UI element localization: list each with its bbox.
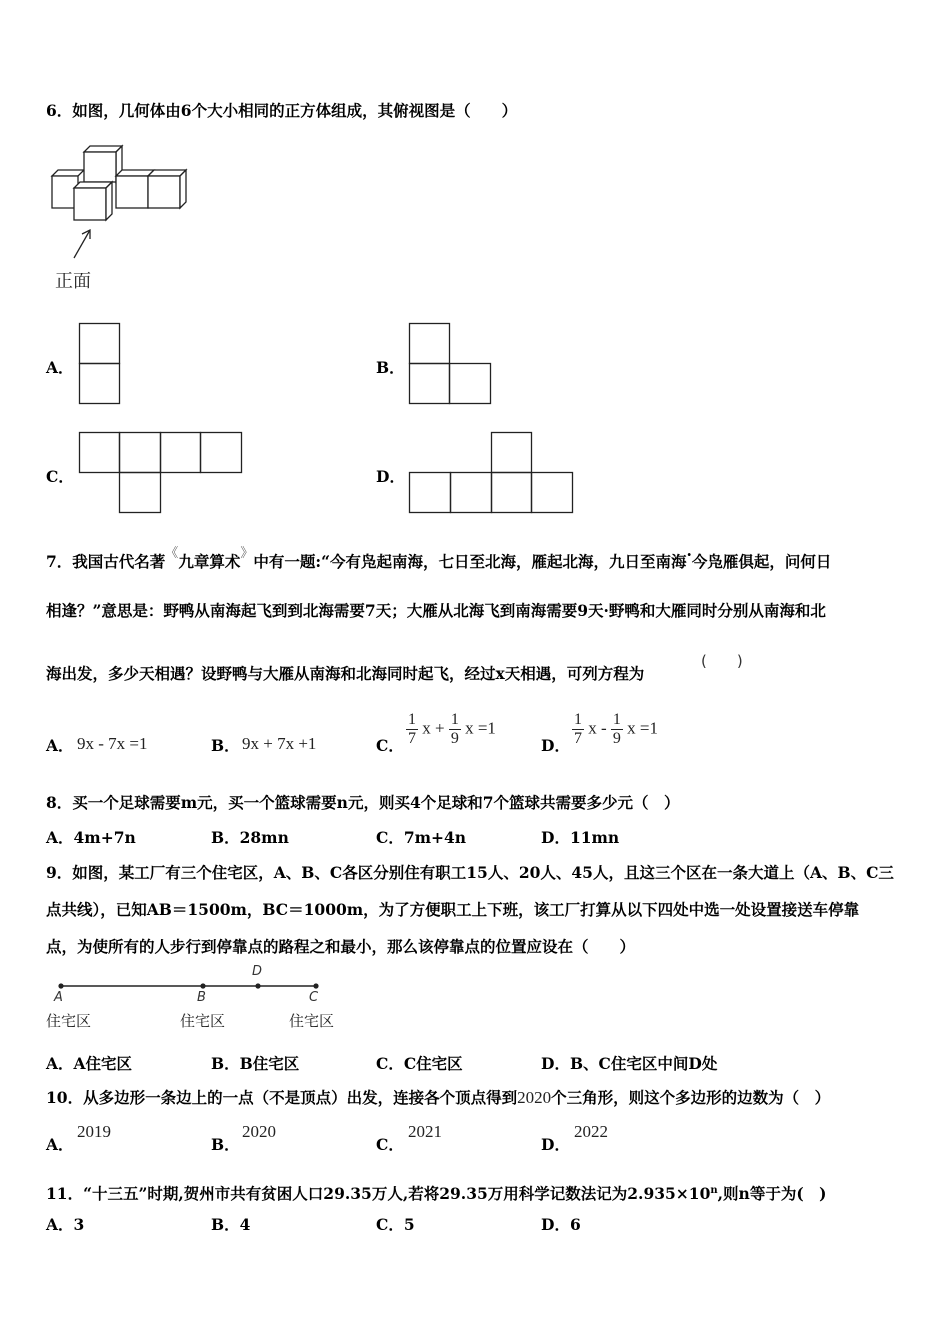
q8-option-a[interactable]: A．4m+7n <box>46 828 136 847</box>
q7-answer-paren: ( ) <box>701 652 743 670</box>
q10-option-b-value: 2020 <box>242 1122 276 1141</box>
q11-option-b[interactable]: B．4 <box>211 1215 251 1234</box>
q9-line1: 9．如图，某工厂有三个住宅区，A、B、C各区分别住有职工15人、20人、45人，且这三个区在一条大道上（A、B、C三 <box>46 863 894 882</box>
q8-option-b[interactable]: B．28mn <box>211 828 289 847</box>
q11-stem: 11．“十三五”时期,贺州市共有贫困人口29.35万人,若将29.35万用科学记数法记为$2.935\times 10^n$,则n等于为( ) <box>46 1184 827 1204</box>
q9-option-c[interactable]: C．C住宅区 <box>376 1054 463 1073</box>
q7-option-d-label[interactable]: D． <box>541 736 570 755</box>
residential-a-label: 住宅区 <box>46 1012 92 1030</box>
q7-option-c-label[interactable]: C． <box>376 736 404 755</box>
q10-option-b-label[interactable]: B． <box>211 1135 240 1154</box>
point-c-label: C <box>309 990 319 1005</box>
q7-line1: 7．我国古代名著《九章算术》中有一题:“今有凫起南海，七日至北海，雁起北海，九日至南海·今凫雁俱起，问何日 <box>46 545 832 571</box>
q6-stem: 6．如图，几何体由6个大小相同的正方体组成，其俯视图是（ ） <box>46 101 518 120</box>
q10-option-c-value: 2021 <box>408 1122 442 1141</box>
q7-option-a-math: 9x - 7x =1 <box>77 734 148 753</box>
point-a <box>58 983 63 988</box>
q7-option-d-math: $\frac{1}{7}$ x - $\frac{1}{9}$ x =1 <box>574 711 659 747</box>
q10-option-c-label[interactable]: C． <box>376 1135 404 1154</box>
q6-option-c-figure <box>79 432 243 514</box>
residential-b-label: 住宅区 <box>180 1012 226 1030</box>
point-a-label: A <box>54 990 63 1005</box>
q10-stem: 10．从多边形一条边上的一点（不是顶点）出发，连接各个顶点得到2020个三角形，则这个多边形的边数为（ ） <box>46 1088 831 1107</box>
q7-line2: 相逢？”意思是：野鸭从南海起飞到到北海需要7天；大雁从北海飞到南海需要9天·野鸭和大雁同时分别从南海和北 <box>46 601 826 620</box>
q7-option-a-label[interactable]: A． <box>46 736 74 755</box>
q6-option-b-label[interactable]: B． <box>376 358 405 377</box>
q10-option-a-label[interactable]: A． <box>46 1135 74 1154</box>
q8-option-d[interactable]: D．11mn <box>541 828 620 847</box>
q6-option-b-figure <box>409 323 492 405</box>
q7-option-b-math: 9x + 7x +1 <box>242 734 317 753</box>
q8-stem: 8．买一个足球需要m元，买一个篮球需要n元，则买4个足球和7个篮球共需要多少元（ ） <box>46 793 680 812</box>
q10-option-d-value: 2022 <box>574 1122 608 1141</box>
q9-option-d[interactable]: D．B、C住宅区中间D处 <box>541 1054 718 1073</box>
q9-line3: 点，为使所有的人步行到停靠点的路程之和最小，那么该停靠点的位置应设在（ ） <box>46 937 636 956</box>
q6-option-a-figure <box>79 323 121 405</box>
residential-c-label: 住宅区 <box>289 1012 335 1030</box>
q11-option-a[interactable]: A．3 <box>46 1215 85 1234</box>
point-c <box>313 983 318 988</box>
q9-line2: 点共线），已知AB＝1500m，BC＝1000m，为了方便职工上下班，该工厂打算从以下四处中选一处设置接送车停靠 <box>46 900 860 919</box>
q9-option-a[interactable]: A．A住宅区 <box>46 1054 133 1073</box>
q6-option-a-label[interactable]: A． <box>46 358 74 377</box>
point-b-label: B <box>197 990 206 1005</box>
q7-line3: 海出发，多少天相遇？设野鸭与大雁从南海和北海同时起飞，经过x天相遇，可列方程为 <box>46 664 645 683</box>
q6-option-d-figure <box>409 432 574 514</box>
q6-solid-figure <box>46 140 196 230</box>
q10-option-a-value: 2019 <box>77 1122 111 1141</box>
q10-option-d-label[interactable]: D． <box>541 1135 570 1154</box>
point-b <box>200 983 205 988</box>
point-d <box>255 983 260 988</box>
q11-option-d[interactable]: D．6 <box>541 1215 581 1234</box>
q7-option-b-label[interactable]: B． <box>211 736 240 755</box>
q8-option-c[interactable]: C．7m+4n <box>376 828 467 847</box>
q7-option-c-math: $\frac{1}{7}$ x + $\frac{1}{9}$ x =1 <box>408 711 496 747</box>
q6-option-d-label[interactable]: D． <box>376 467 405 486</box>
q6-option-c-label[interactable]: C． <box>46 467 74 486</box>
front-view-label: 正面 <box>55 271 91 292</box>
q11-option-c[interactable]: C．5 <box>376 1215 415 1234</box>
q9-option-b[interactable]: B．B住宅区 <box>211 1054 300 1073</box>
point-d-label: D <box>252 964 263 979</box>
